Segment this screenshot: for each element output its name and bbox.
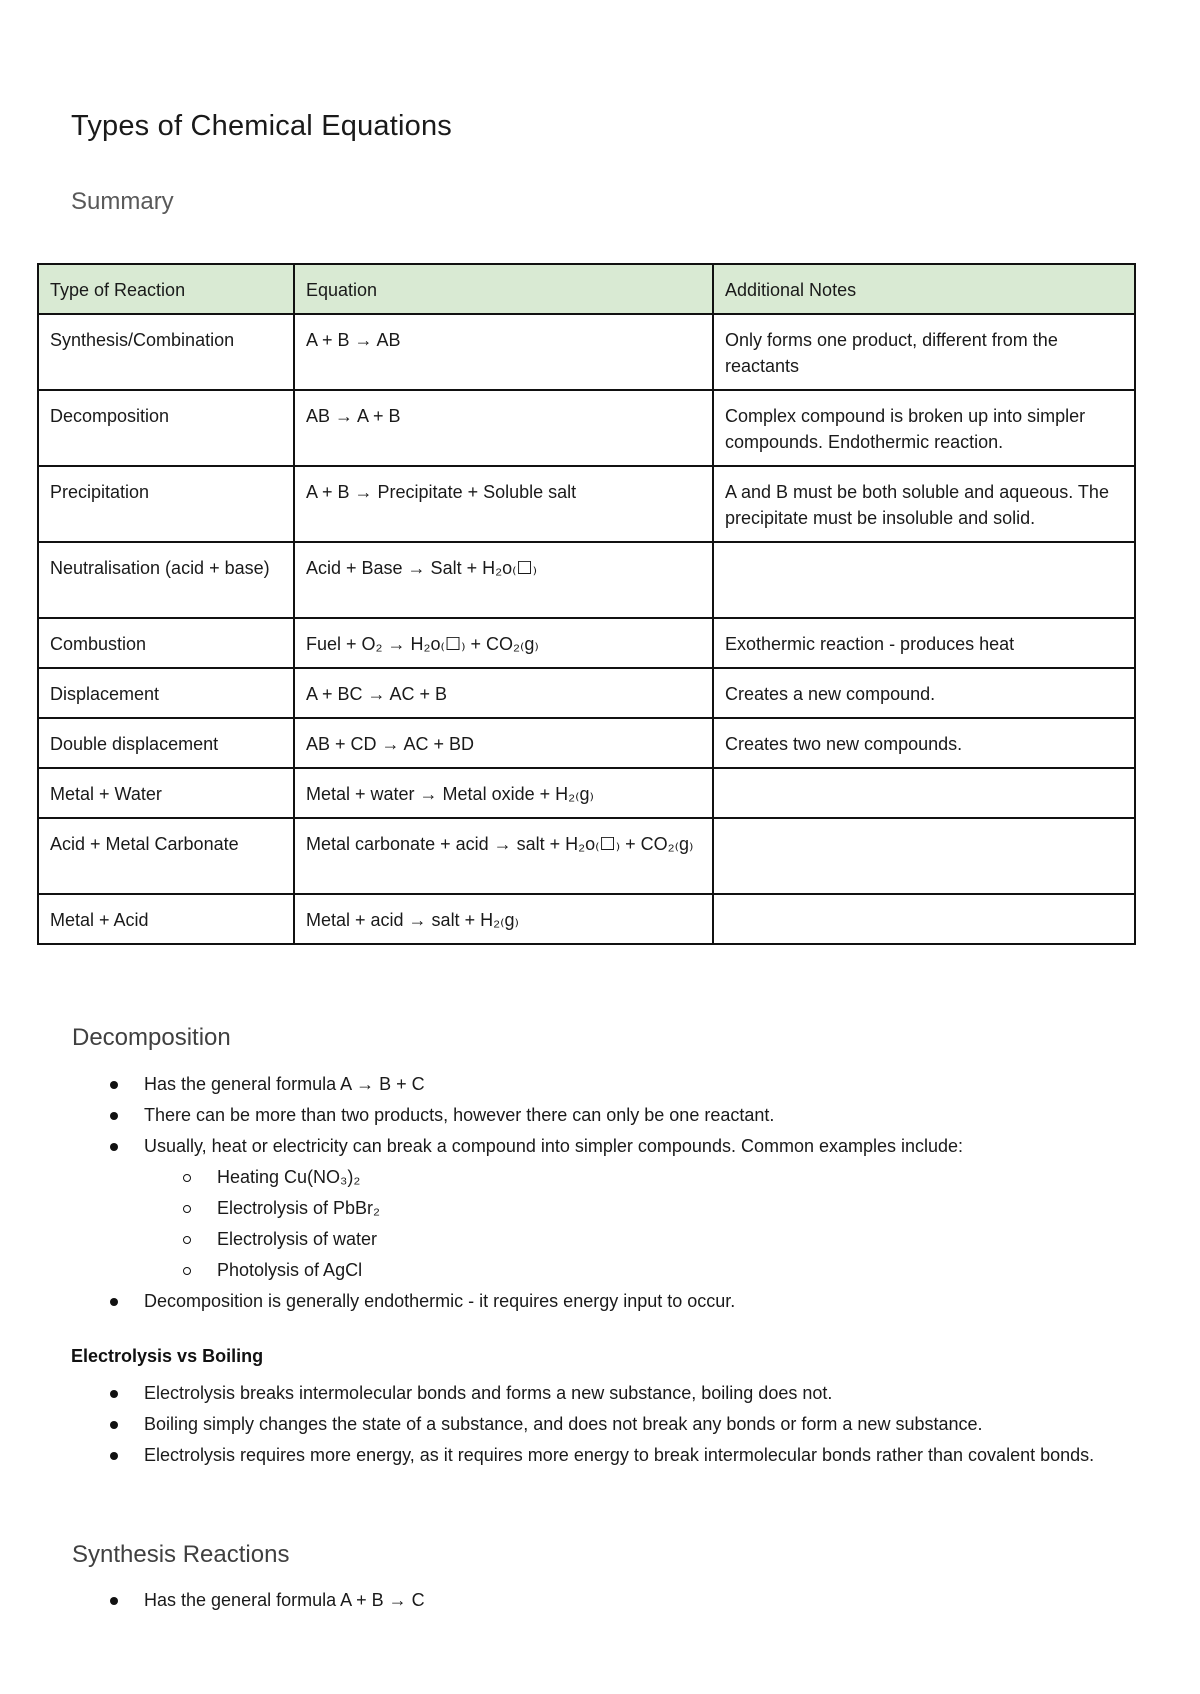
reaction-summary-table xyxy=(37,263,1136,945)
decomposition-list xyxy=(71,1069,1111,1317)
list-item: Electrolysis requires more energy, as it requires more energy to break intermolecular bonds rather than covalent bonds. xyxy=(71,1440,1111,1471)
example-item: Electrolysis of water xyxy=(144,1224,1111,1255)
table-row xyxy=(38,466,1135,542)
electrolysis-list xyxy=(71,1378,1111,1471)
cell-type: Combustion xyxy=(38,618,294,668)
cell-type: Displacement xyxy=(38,668,294,718)
cell-notes: Only forms one product, different from the reactants xyxy=(713,314,1135,390)
list-item: Has the general formula A + B → C xyxy=(71,1585,1111,1616)
cell-equation: A + B → Precipitate + Soluble salt xyxy=(294,466,713,542)
cell-type: Metal + Water xyxy=(38,768,294,818)
cell-notes xyxy=(713,768,1135,818)
cell-notes: Exothermic reaction - produces heat xyxy=(713,618,1135,668)
cell-notes xyxy=(713,818,1135,894)
cell-notes xyxy=(713,542,1135,618)
examples-list xyxy=(144,1162,1111,1286)
cell-type: Precipitation xyxy=(38,466,294,542)
list-item: Decomposition is generally endothermic - it requires energy input to occur. xyxy=(71,1286,1111,1317)
example-item: Electrolysis of PbBr₂ xyxy=(144,1193,1111,1224)
cell-notes: A and B must be both soluble and aqueous. The precipitate must be insoluble and solid. xyxy=(713,466,1135,542)
decomposition-heading: Decomposition xyxy=(72,1024,231,1051)
table-row xyxy=(38,618,1135,668)
list-item: There can be more than two products, however there can only be one reactant. xyxy=(71,1100,1111,1131)
synthesis-list xyxy=(71,1585,1111,1616)
example-item: Photolysis of AgCl xyxy=(144,1255,1111,1286)
cell-equation: Acid + Base → Salt + H₂o₍☐₎ xyxy=(294,542,713,618)
cell-equation: Metal carbonate + acid → salt + H₂o₍☐₎ + CO₂₍g₎ xyxy=(294,818,713,894)
cell-equation: AB + CD → AC + BD xyxy=(294,718,713,768)
electrolysis-heading: Electrolysis vs Boiling xyxy=(71,1346,264,1366)
cell-type: Neutralisation (acid + base) xyxy=(38,542,294,618)
header-notes: Additional Notes xyxy=(713,264,1135,314)
table-row xyxy=(38,542,1135,618)
list-item: Boiling simply changes the state of a substance, and does not break any bonds or form a new substance. xyxy=(71,1409,1111,1440)
list-item xyxy=(71,1131,1111,1286)
cell-equation: AB → A + B xyxy=(294,390,713,466)
summary-heading: Summary xyxy=(71,188,174,215)
document-title: Types of Chemical Equations xyxy=(71,110,452,142)
table-row xyxy=(38,768,1135,818)
cell-equation: Metal + water → Metal oxide + H₂₍g₎ xyxy=(294,768,713,818)
synthesis-heading: Synthesis Reactions xyxy=(72,1541,290,1568)
cell-notes: Creates two new compounds. xyxy=(713,718,1135,768)
table-header-row xyxy=(38,264,1135,314)
table-row xyxy=(38,668,1135,718)
list-item: Electrolysis breaks intermolecular bonds and forms a new substance, boiling does not. xyxy=(71,1378,1111,1409)
table-row xyxy=(38,718,1135,768)
cell-notes: Complex compound is broken up into simpler compounds. Endothermic reaction. xyxy=(713,390,1135,466)
cell-equation: A + B → AB xyxy=(294,314,713,390)
header-equation: Equation xyxy=(294,264,713,314)
cell-equation: Fuel + O₂ → H₂o₍☐₎ + CO₂₍g₎ xyxy=(294,618,713,668)
table-row xyxy=(38,894,1135,944)
cell-notes xyxy=(713,894,1135,944)
table-row xyxy=(38,818,1135,894)
cell-type: Decomposition xyxy=(38,390,294,466)
cell-equation: A + BC → AC + B xyxy=(294,668,713,718)
list-item-text: Usually, heat or electricity can break a compound into simpler compounds. Common examples include: xyxy=(144,1136,964,1156)
cell-notes: Creates a new compound. xyxy=(713,668,1135,718)
table-row xyxy=(38,314,1135,390)
cell-type: Metal + Acid xyxy=(38,894,294,944)
cell-equation: Metal + acid → salt + H₂₍g₎ xyxy=(294,894,713,944)
cell-type: Double displacement xyxy=(38,718,294,768)
cell-type: Synthesis/Combination xyxy=(38,314,294,390)
cell-type: Acid + Metal Carbonate xyxy=(38,818,294,894)
example-item: Heating Cu(NO₃)₂ xyxy=(144,1162,1111,1193)
list-item: Has the general formula A → B + C xyxy=(71,1069,1111,1100)
table-row xyxy=(38,390,1135,466)
header-type: Type of Reaction xyxy=(38,264,294,314)
